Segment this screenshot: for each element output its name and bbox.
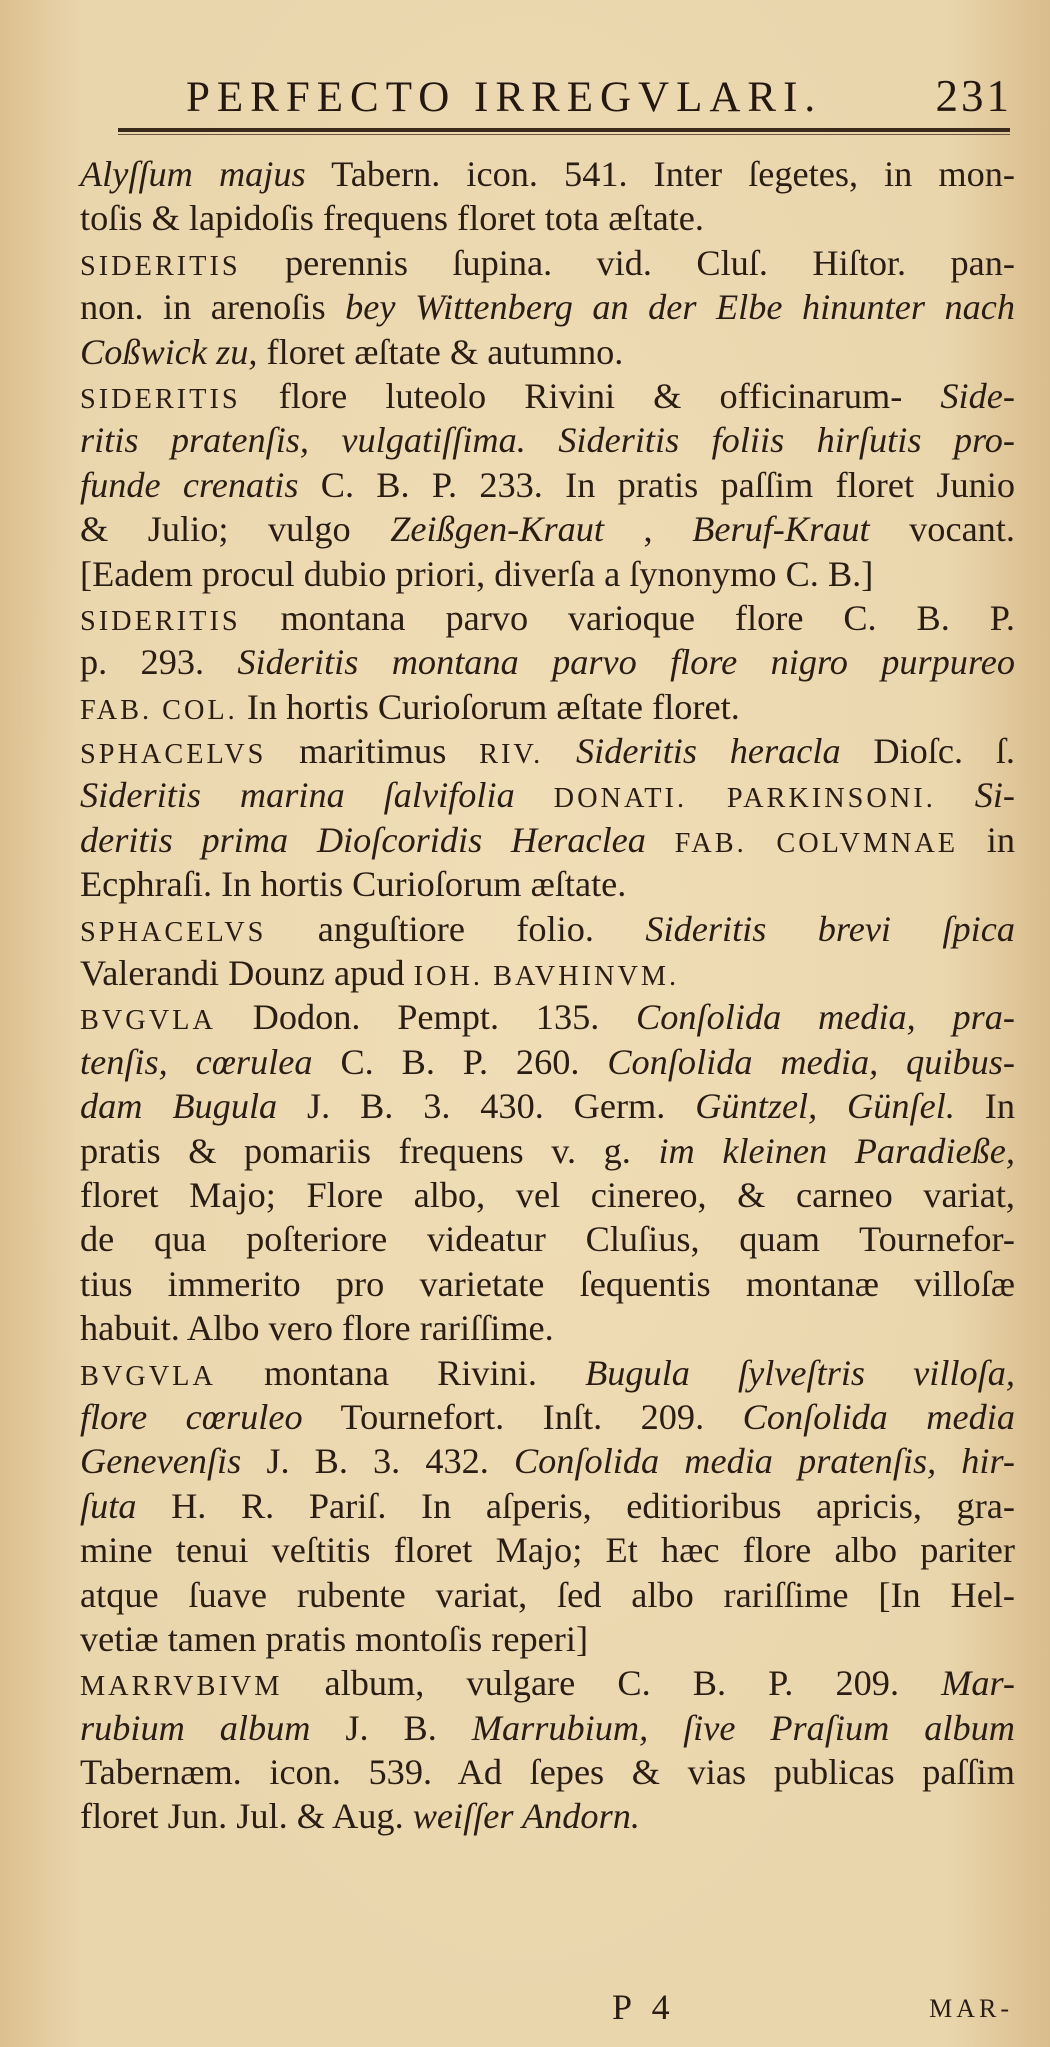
text-line (80, 196, 1015, 240)
text-run: C. B. P. 233. In pratis paſſim floret Junio (298, 464, 1016, 505)
text-run: floret æſtate & autumno. (257, 331, 624, 372)
text-run: Tournefort. Inſt. 209. (302, 1396, 743, 1437)
text-line (80, 1439, 1015, 1483)
text-line (80, 1750, 1015, 1794)
text-run: maritimus (266, 731, 480, 772)
text-run: mine tenui veſtitis floret Majo; Et hæc flore albo pariter (80, 1530, 1015, 1571)
text-run: pratis & pomariis frequens v. g. (80, 1130, 659, 1171)
text-run: habuit. Albo vero flore rariſſime. (80, 1308, 554, 1349)
running-title: PERFECTO IRREGVLARI. (186, 74, 823, 121)
text-run: & Julio; vulgo (80, 509, 391, 550)
italic-text: Alyſſum majus (80, 154, 306, 194)
small-caps-text: FAB. COLVMNAE (674, 827, 959, 859)
italic-text: weiſſer Andorn. (412, 1796, 640, 1837)
text-run: album, vulgare C. B. P. 209. (282, 1663, 942, 1704)
small-caps-text: BVGVLA (80, 1360, 216, 1392)
signature-mark: P 4 (612, 1987, 676, 2027)
text-run: montana Rivini. (215, 1352, 586, 1393)
small-caps-text: DONATI. PARKINSONI. (553, 783, 936, 815)
italic-text: deritis prima Dioſcoridis Heraclea (80, 819, 646, 860)
text-line (80, 1040, 1015, 1084)
text-line (80, 1661, 1015, 1705)
text-line (80, 818, 1015, 862)
text-run: de qua poſteriore videatur Cluſius, quam Tournefor- (80, 1219, 1015, 1260)
italic-text: ſuta (80, 1485, 137, 1526)
text-line (80, 640, 1015, 684)
italic-text: Marrubium, ſive Praſium album (471, 1707, 1015, 1748)
text-line (80, 285, 1015, 329)
italic-text: Sideritis heracla (576, 731, 841, 772)
text-line (80, 152, 1015, 196)
text-line (80, 1706, 1015, 1750)
text-line (80, 596, 1015, 640)
text-run: vetiæ tamen pratis montoſis reperi] (80, 1618, 589, 1659)
italic-text: ritis pratenſis, vulgatiſſima. Sideritis foliis hirſutis pro- (80, 420, 1015, 461)
italic-text: flore cœruleo (80, 1396, 303, 1437)
text-run: atque ſuave rubente variat, ſed albo rariſſime [In Hel- (80, 1574, 1015, 1615)
text-run: Tabernæm. icon. 539. Ad ſepes & vias publicas paſſim (80, 1752, 1015, 1793)
text-run (543, 731, 576, 771)
text-line (80, 1129, 1015, 1173)
text-run: Valerandi Dounz apud (80, 953, 414, 994)
text-run (646, 820, 675, 860)
small-caps-text: SIDERITIS (80, 605, 241, 637)
header-rule-thin (118, 134, 1010, 135)
italic-text: Bugula ſylveſtris villoſa, (585, 1352, 1015, 1393)
text-run: toſis & lapidoſis frequens floret tota æſtate. (80, 198, 704, 239)
page-header (186, 52, 1012, 122)
text-run: Dodon. Pempt. 135. (215, 997, 637, 1038)
text-line (80, 330, 1015, 374)
page-number: 231 (935, 71, 1012, 121)
text-run: montana parvo varioque flore C. B. P. (240, 597, 1015, 638)
page-footer (80, 1986, 1015, 2036)
text-run: J. B. 3. 432. (241, 1441, 514, 1482)
small-caps-text: SIDERITIS (80, 383, 241, 415)
small-caps-text: MARRVBIVM (80, 1671, 283, 1703)
italic-text: Conſolida media (742, 1396, 1016, 1437)
italic-text: Beruf-Kraut (692, 509, 870, 550)
italic-text: Zeißgen-Kraut (390, 509, 604, 550)
text-line (80, 1262, 1015, 1306)
italic-text: Sideritis brevi ſpica (645, 908, 1015, 949)
italic-text: tenſis, cœrulea (80, 1041, 313, 1082)
italic-text: Sideritis montana parvo flore nigro purpureo (237, 642, 1015, 683)
text-line (80, 685, 1015, 729)
text-run: J. B. 3. 430. Germ. (277, 1086, 696, 1127)
text-line (80, 1217, 1015, 1261)
italic-text: Sideritis marina ſalvifolia (80, 775, 515, 816)
text-run: H. R. Pariſ. In aſperis, editioribus apricis, gra- (136, 1485, 1015, 1526)
italic-text: bey Wittenberg an der Elbe hinunter nach (345, 287, 1016, 328)
italic-text: Si- (974, 775, 1016, 816)
text-line (80, 773, 1015, 817)
text-line (80, 729, 1015, 773)
text-run: Tabern. icon. 541. Inter ſegetes, in mon- (305, 154, 1015, 194)
text-run (515, 775, 554, 815)
body-text (80, 152, 1015, 1839)
text-line (80, 995, 1015, 1039)
text-run: In hortis Curioſorum æſtate floret. (237, 686, 740, 727)
text-line (80, 1573, 1015, 1617)
italic-text: Mar- (941, 1663, 1015, 1704)
text-line (80, 907, 1015, 951)
header-rule (118, 128, 1010, 132)
text-run: anguſtiore folio. (266, 908, 646, 949)
text-line (80, 1484, 1015, 1528)
text-run: flore luteolo Rivini & officinarum- (240, 375, 941, 416)
small-caps-text: BVGVLA (80, 1005, 216, 1037)
text-line (80, 418, 1015, 462)
text-run: floret Majo; Flore albo, vel cinereo, & carneo variat, (80, 1174, 1015, 1215)
italic-text: Conſolida media pratenſis, hir- (513, 1441, 1015, 1482)
text-line (80, 1351, 1015, 1395)
small-caps-text: RIV. (479, 739, 544, 771)
italic-text: Side- (940, 375, 1015, 416)
text-line (80, 507, 1015, 551)
text-run: [Eadem procul dubio priori, diverſa a ſynonymo C. B.] (80, 553, 874, 594)
text-line (80, 374, 1015, 418)
text-line (80, 1306, 1015, 1350)
italic-text: funde crenatis (80, 464, 299, 505)
text-run: , (603, 509, 693, 550)
text-line (80, 1173, 1015, 1217)
small-caps-text: SIDERITIS (80, 250, 241, 282)
italic-text: Genevenſis (80, 1441, 242, 1482)
catchword: MAR- (929, 1994, 1013, 2023)
text-run: C. B. P. 260. (312, 1041, 608, 1082)
small-caps-text: IOH. BAVHINVM. (413, 961, 680, 993)
text-line (80, 862, 1015, 906)
italic-text: Conſolida media, quibus- (607, 1041, 1015, 1082)
italic-text: dam Bugula (80, 1086, 278, 1127)
text-run (936, 775, 975, 815)
text-line (80, 1617, 1015, 1661)
text-run: tius immerito pro varietate ſequentis montanæ villoſæ (80, 1263, 1015, 1304)
text-run: non. in arenoſis (80, 287, 346, 328)
text-line (80, 241, 1015, 285)
text-line (80, 463, 1015, 507)
small-caps-text: SPHACELVS (80, 916, 267, 948)
text-run: J. B. (310, 1707, 472, 1748)
text-run: in (958, 819, 1015, 860)
text-run: perennis ſupina. vid. Cluſ. Hiſtor. pan- (240, 242, 1015, 283)
italic-text: Coßwick zu, (80, 331, 258, 372)
small-caps-text: FAB. COL. (80, 694, 238, 726)
italic-text: Conſolida media, pra- (636, 997, 1015, 1038)
small-caps-text: SPHACELVS (80, 739, 267, 771)
text-run: vocant. (869, 509, 1015, 550)
text-line (80, 951, 1015, 995)
text-run: floret Jun. Jul. & Aug. (80, 1796, 413, 1837)
text-run: Dioſc. ſ. (840, 731, 1015, 772)
text-line (80, 1084, 1015, 1128)
italic-text: im kleinen Paradieße, (658, 1130, 1015, 1171)
text-line (80, 1395, 1015, 1439)
text-run: In (954, 1086, 1016, 1127)
text-line (80, 1528, 1015, 1572)
text-line (80, 552, 1015, 596)
italic-text: Güntzel, Günſel. (695, 1086, 955, 1127)
text-run: p. 293. (80, 642, 238, 683)
text-run: Ecphraſi. In hortis Curioſorum æſtate. (80, 864, 627, 905)
text-line (80, 1794, 1015, 1838)
italic-text: rubium album (80, 1707, 311, 1748)
